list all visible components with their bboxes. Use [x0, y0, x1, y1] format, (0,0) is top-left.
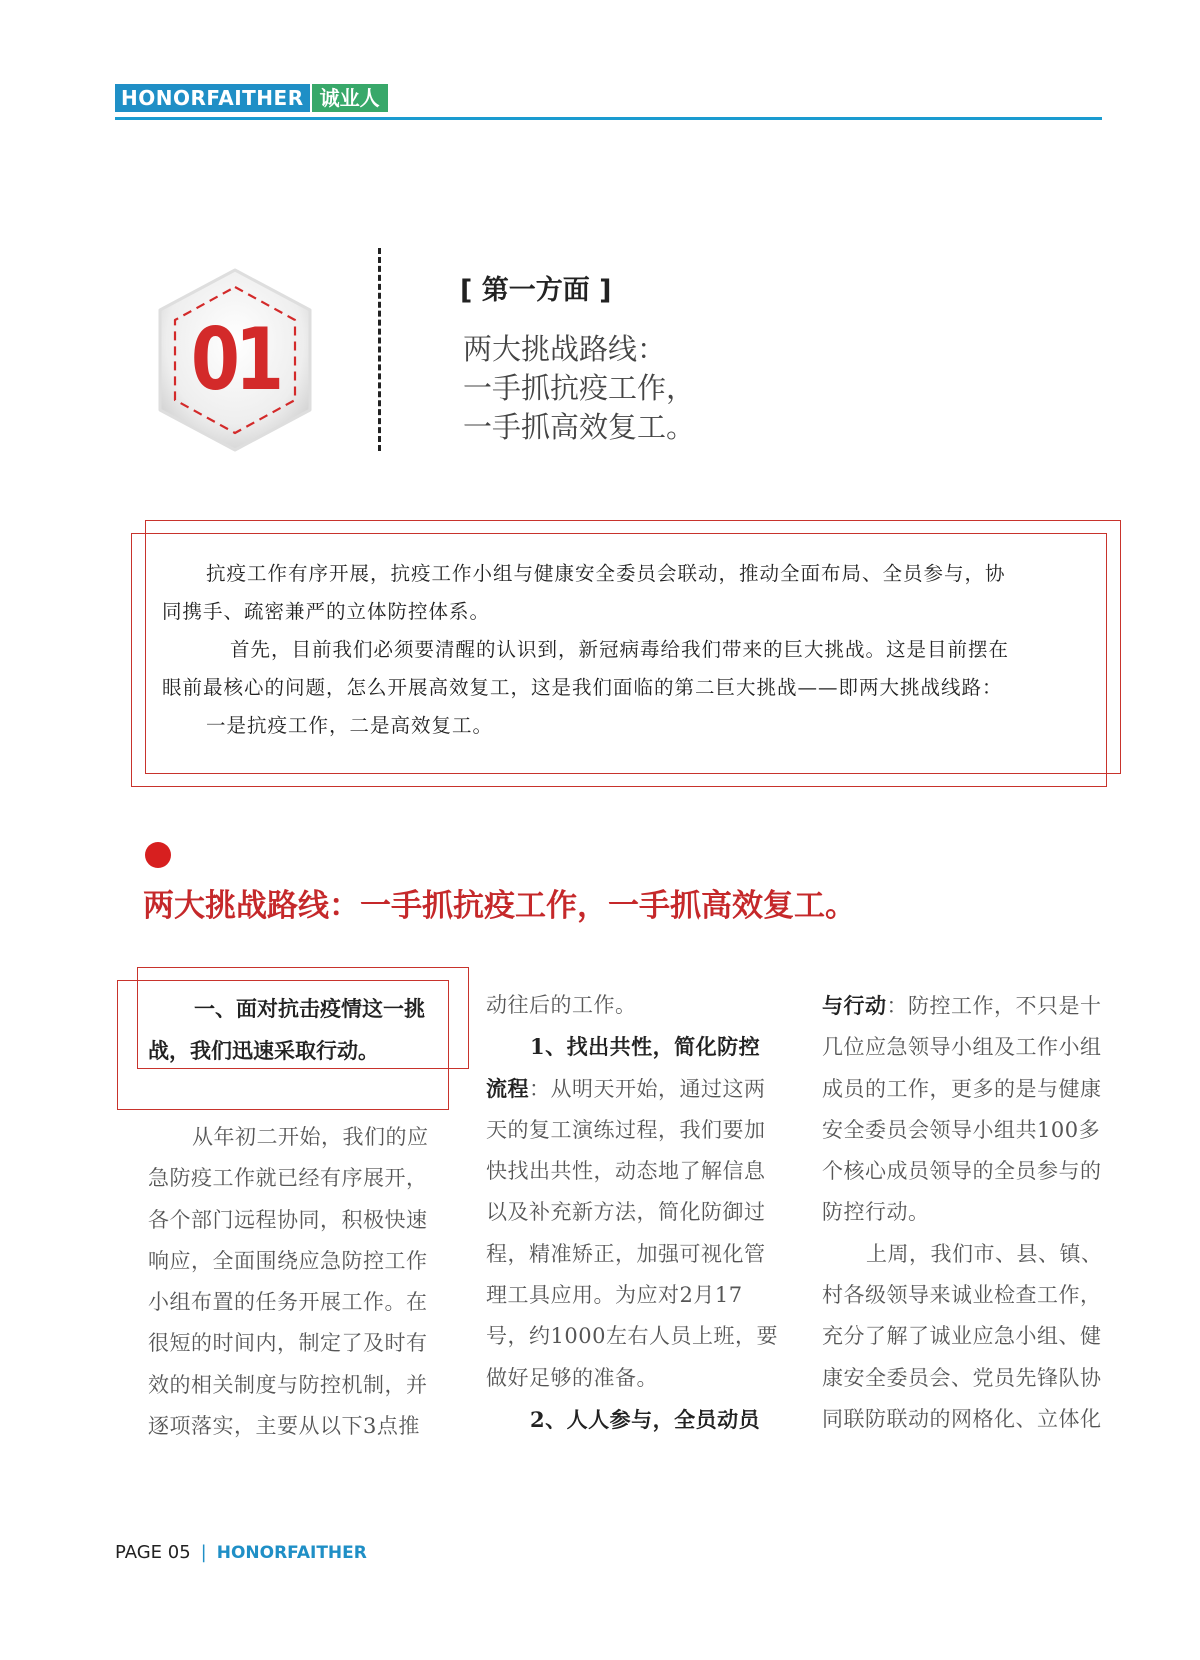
column-line: 防控行动。 [822, 1200, 930, 1225]
page-number: PAGE 05 [115, 1542, 191, 1563]
column-line: 逐项落实，主要从以下3点推 [148, 1414, 420, 1439]
header-rule [115, 117, 1102, 120]
column-line: 快找出共性，动态地了解信息 [486, 1159, 766, 1184]
intro-line: 抗疫工作有序开展，抗疫工作小组与健康安全委员会联动，推动全面布局、全员参与，协 [206, 562, 1006, 585]
column-line: 各个部门远程协同，积极快速 [148, 1207, 428, 1232]
column-text: ：从明天开始，通过这两 [529, 1076, 766, 1101]
intro-line: 首先，目前我们必须要清醒的认识到，新冠病毒给我们带来的巨大挑战。这是目前摆在 [230, 638, 1010, 661]
section-summary-line: 两大挑战路线： [463, 332, 667, 366]
column-subhead: 流程 [486, 1075, 529, 1101]
main-headline: 两大挑战路线：一手抓抗疫工作，一手抓高效复工。 [143, 888, 856, 924]
section-label: [ 第一方面 ] [460, 275, 612, 306]
column-line [822, 985, 1103, 1027]
subheading [148, 988, 448, 1072]
column-line: 个核心成员领导的全员参与的 [822, 1159, 1102, 1184]
intro-line: 一是抗疫工作，二是高效复工。 [206, 714, 494, 737]
column-line: 安全委员会领导小组共100多 [822, 1117, 1101, 1142]
column-line: 几位应急领导小组及工作小组 [822, 1035, 1102, 1060]
column-3 [822, 985, 1103, 1440]
column-line: 以及补充新方法，简化防御过 [486, 1200, 766, 1225]
red-dot-icon [145, 842, 171, 868]
section-summary-line: 一手抓抗疫工作， [463, 371, 696, 405]
column-line: 响应，全面围绕应急防控工作 [148, 1248, 428, 1273]
column-line: 急防疫工作就已经有序展开， [148, 1166, 428, 1191]
vertical-dashed-divider [378, 248, 381, 451]
column-line: 程，精准矫正，加强可视化管 [486, 1241, 766, 1266]
subheading-line: 一、面对抗击疫情这一挑 [194, 997, 425, 1021]
column-line: 动往后的工作。 [486, 993, 637, 1017]
footer-brand: HONORFAITHER [216, 1542, 367, 1563]
column-line: 号，约1000左右人员上班，要 [486, 1324, 778, 1349]
column-line: 做好足够的准备。 [486, 1365, 658, 1390]
page-footer [115, 1542, 367, 1563]
header-brand [115, 84, 388, 112]
section-summary [463, 330, 695, 447]
column-line: 充分了解了诚业应急小组、健 [822, 1324, 1102, 1349]
column-line: 从年初二开始，我们的应 [192, 1125, 429, 1149]
section-summary-line: 一手抓高效复工。 [463, 410, 696, 444]
column-line: 同联防联动的网格化、立体化 [822, 1406, 1102, 1431]
column-line: 天的复工演练过程，我们要加 [486, 1117, 766, 1142]
column-subhead: 2、人人参与，全员动员 [530, 1406, 761, 1432]
column-2 [486, 985, 778, 1440]
column-line: 理工具应用。为应对2月17 [486, 1283, 743, 1308]
column-line: 很短的时间内，制定了及时有 [148, 1331, 428, 1356]
footer-separator: | [200, 1542, 207, 1563]
column-line: 成员的工作，更多的是与健康 [822, 1076, 1102, 1101]
section-number: 01 [190, 310, 280, 410]
header-brand-en: HONORFAITHER [115, 84, 310, 112]
column-line: 康安全委员会、党员先锋队协 [822, 1365, 1102, 1390]
column-text: ：防控工作，不只是十 [886, 994, 1102, 1018]
header-brand-cn: 诚业人 [312, 84, 388, 112]
intro-text [162, 555, 1082, 745]
column-line: 上周，我们市、县、镇、 [866, 1241, 1103, 1266]
intro-line: 眼前最核心的问题，怎么开展高效复工，这是我们面临的第二巨大挑战——即两大挑战线路： [162, 676, 1003, 699]
column-line [486, 1068, 778, 1110]
column-line: 小组布置的任务开展工作。在 [148, 1290, 428, 1315]
column-subhead: 1、找出共性，简化防控 [530, 1034, 761, 1060]
column-1 [148, 1117, 429, 1447]
column-line: 效的相关制度与防控机制，并 [148, 1372, 428, 1397]
subheading-line: 战，我们迅速采取行动。 [148, 1039, 379, 1063]
intro-line: 同携手、疏密兼严的立体防控体系。 [162, 600, 491, 623]
column-line: 村各级领导来诚业检查工作， [822, 1283, 1102, 1308]
column-subhead: 与行动 [822, 993, 887, 1018]
section-number-badge [150, 265, 320, 455]
